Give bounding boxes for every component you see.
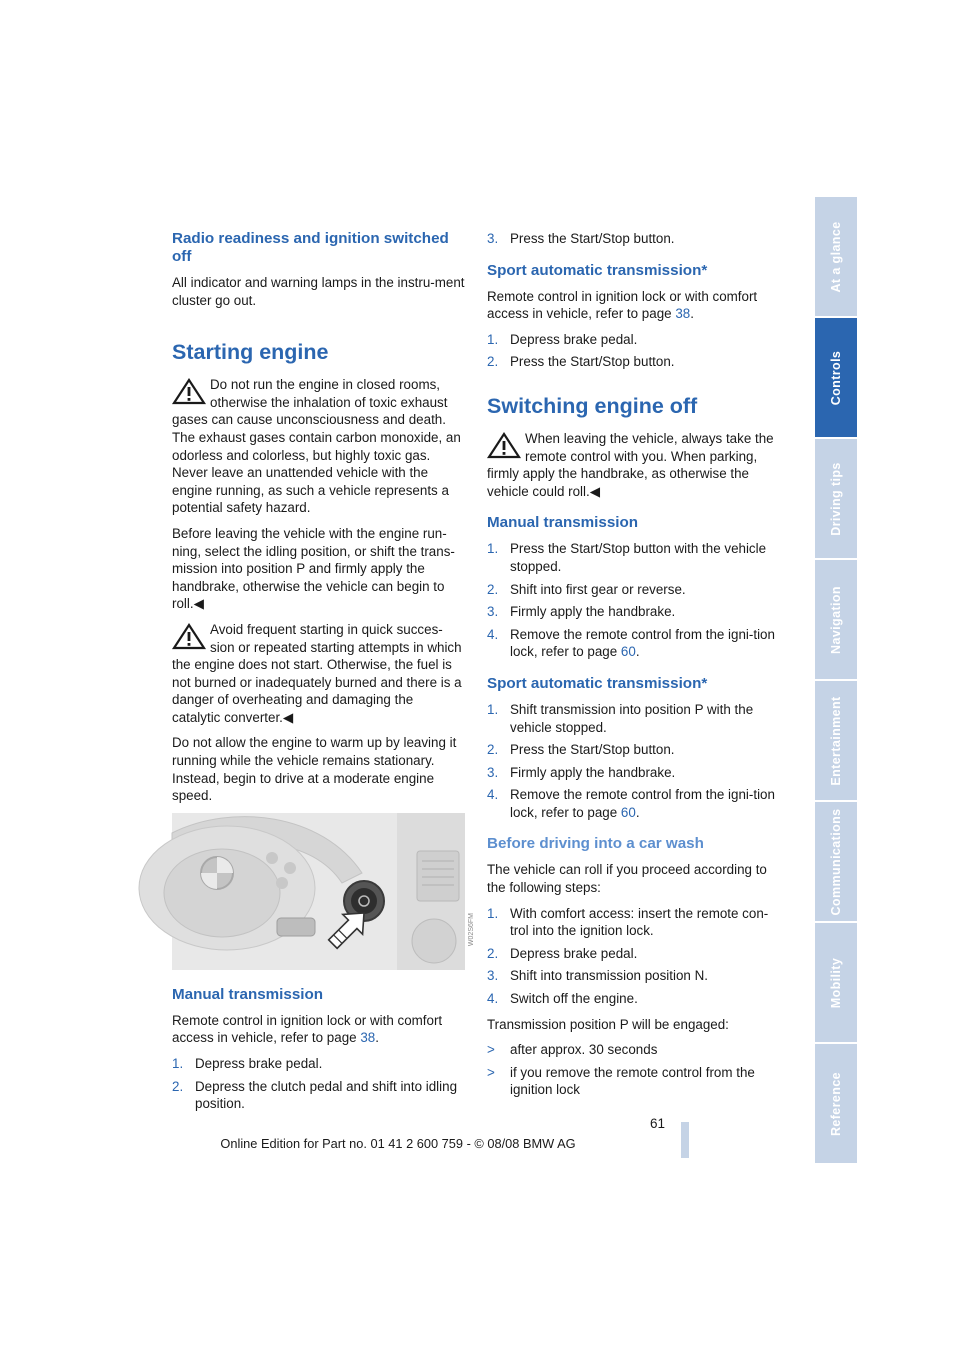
figure-code: W02S6FM <box>468 912 475 946</box>
car-wash-heading: Before driving into a car wash <box>487 835 704 853</box>
manual-start-steps <box>172 1055 465 1113</box>
tab-controls[interactable]: Controls <box>815 318 857 437</box>
list-item: 2. Press the Start/Stop button. <box>487 742 675 758</box>
warning-frequent-starting <box>172 621 465 727</box>
warning-idling-text: Before leaving the vehicle with the engine run-ning, select the idling position, or shift the trans-mission into position P and firmly apply the handbrake, otherwise the vehicle can begin to roll.◀ <box>172 525 455 612</box>
switching-engine-off-heading: Switching engine off <box>487 393 698 418</box>
sport-automatic-intro: Remote control in ignition lock or with comfort access in vehicle, refer to page 38. <box>487 288 758 322</box>
list-item: 1. With comfort access: insert the remote con-trol into the ignition lock. <box>487 905 769 939</box>
list-item: 1. Shift transmission into position P with the vehicle stopped. <box>487 701 754 735</box>
list-item: 4. Remove the remote control from the igni-tion lock, refer to page 60. <box>487 787 775 820</box>
manual-transmission-heading: Manual transmission <box>172 985 324 1003</box>
footer-edition: Online Edition for Part no. 01 41 2 600 759 - © 08/08 BMW AG <box>220 1136 576 1151</box>
list-item: 3. Firmly apply the handbrake. <box>487 604 676 620</box>
list-item: 2. Shift into first gear or reverse. <box>487 581 686 597</box>
page-link-60[interactable]: 60 <box>620 644 636 660</box>
left-column <box>172 230 475 1121</box>
warning-remote-control <box>487 430 780 500</box>
engaged-items <box>487 1041 780 1099</box>
list-item: 2. Depress the clutch pedal and shift into idling position. <box>172 1078 458 1112</box>
sport-start-steps <box>487 331 780 371</box>
warning-triangle-icon <box>172 624 206 650</box>
sport-automatic-heading-off: Sport automatic transmission* <box>487 674 708 692</box>
tab-at-a-glance[interactable]: At a glance <box>815 197 857 316</box>
car-wash-intro: The vehicle can roll if you proceed according to the following steps: <box>487 862 767 896</box>
page-link-60[interactable]: 60 <box>620 804 636 820</box>
warning-toxic-exhaust <box>172 376 465 517</box>
steering-wheel-illustration <box>172 813 465 970</box>
tab-mobility[interactable]: Mobility <box>815 923 857 1042</box>
warning-frequent-starting-text: Avoid frequent starting in quick succes-sion or repeated starting attempts in which the engine does not start. Otherwise, the fuel is not burned or inadequately burned and there is a danger of overheating and damaging the catalytic converter.◀ <box>172 621 462 725</box>
tab-communications[interactable]: Communications <box>815 802 857 921</box>
page-link-38[interactable]: 38 <box>360 1030 376 1046</box>
tab-entertainment[interactable]: Entertainment <box>815 681 857 800</box>
warmup-text: Do not allow the engine to warm up by leaving it running while the vehicle remains stationary. Instead, begin to drive at a moderate engine speed. <box>172 735 457 804</box>
right-column <box>487 230 780 1107</box>
tab-reference[interactable]: Reference <box>815 1044 857 1163</box>
starting-engine-heading: Starting engine <box>172 340 329 365</box>
tab-navigation[interactable]: Navigation <box>815 560 857 679</box>
list-item: 4. Switch off the engine. <box>487 991 638 1007</box>
warning-triangle-icon <box>172 379 206 405</box>
sport-off-steps <box>487 701 780 822</box>
sport-automatic-heading-start: Sport automatic transmission* <box>487 261 708 279</box>
chapter-tabs <box>815 197 857 1165</box>
warning-triangle-icon <box>487 433 521 459</box>
list-item: 1. Depress brake pedal. <box>487 331 638 347</box>
manual-off-steps <box>487 540 780 661</box>
list-item: > if you remove the remote control from the ignition lock <box>487 1064 755 1098</box>
list-item: 3. Shift into transmission position N. <box>487 968 708 984</box>
radio-readiness-heading: Radio readiness and ignition switched off <box>172 230 449 265</box>
warning-remote-control-text: When leaving the vehicle, always take the remote control with you. When parking, firmly apply the handbrake, as otherwise the vehicle could roll.◀ <box>487 430 774 499</box>
engaged-intro: Transmission position P will be engaged: <box>487 1016 729 1032</box>
manual-transmission-off-heading: Manual transmission <box>487 514 639 532</box>
list-item: 1. Depress brake pedal. <box>172 1056 323 1072</box>
manual-start-steps-continued <box>487 230 780 248</box>
list-item: 2. Depress brake pedal. <box>487 945 638 961</box>
list-item: 3. Firmly apply the handbrake. <box>487 764 676 780</box>
list-item: 3. Press the Start/Stop button. <box>487 231 675 246</box>
page-number: 61 <box>650 1116 666 1131</box>
list-item: > after approx. 30 seconds <box>487 1042 658 1058</box>
list-item: 2. Press the Start/Stop button. <box>487 354 675 370</box>
list-item: 1. Press the Start/Stop button with the vehicle stopped. <box>487 541 767 574</box>
car-wash-steps <box>487 905 780 1008</box>
start-stop-button-illustration <box>172 813 475 970</box>
warning-toxic-exhaust-text: Do not run the engine in closed rooms, otherwise the inhalation of toxic exhaust gases can cause unconsciousness and death. The exhaust gases contain carbon monoxide, an odorless and colorless, but highly toxic gas. Never leave an unattended vehicle with the engine running, as such a vehicle represents a potential safety hazard. <box>172 377 461 516</box>
list-item: 4. Remove the remote control from the igni-tion lock, refer to page 60. <box>487 626 775 660</box>
manual-transmission-intro: Remote control in ignition lock or with comfort access in vehicle, refer to page 38. <box>172 1012 443 1046</box>
page-link-38[interactable]: 38 <box>675 306 691 322</box>
radio-readiness-text: All indicator and warning lamps in the instru-ment cluster go out. <box>172 275 465 308</box>
tab-driving-tips[interactable]: Driving tips <box>815 439 857 558</box>
